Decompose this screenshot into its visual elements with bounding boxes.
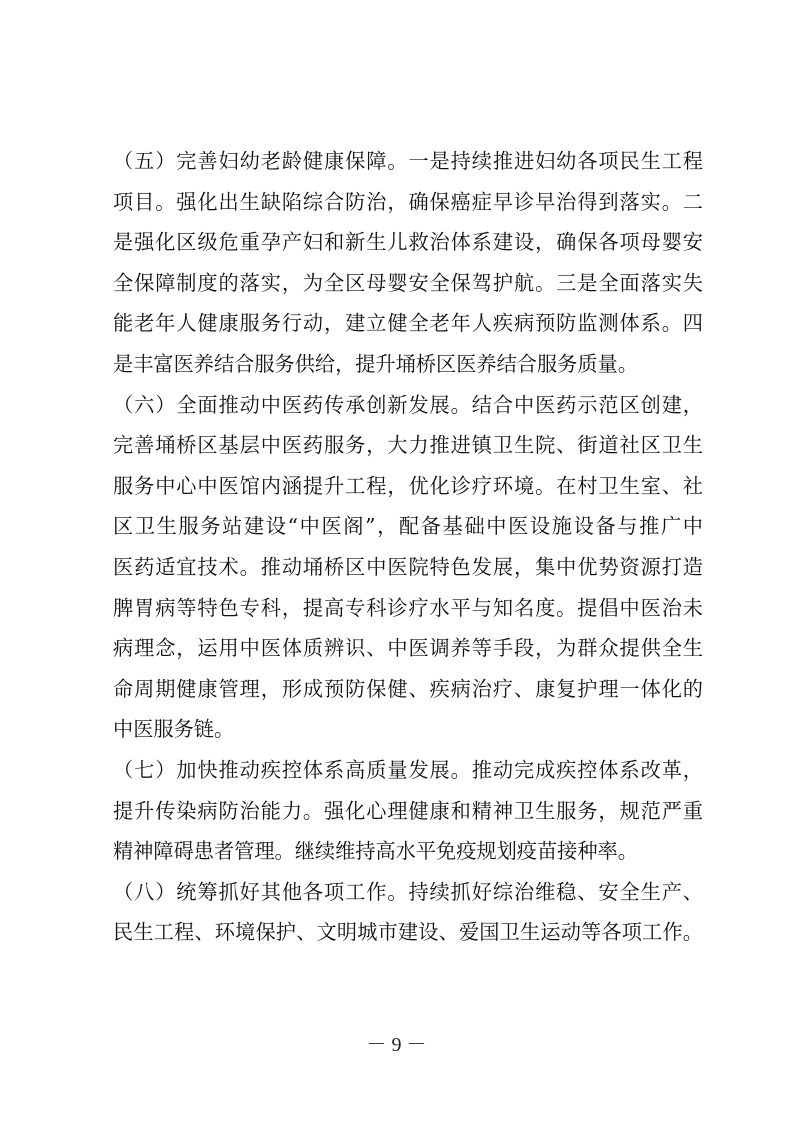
text-line: （七）加快推动疾控体系高质量发展。推动完成疾控体系改革，	[113, 757, 703, 782]
text-line: 能老年人健康服务行动，建立健全老年人疾病预防监测体系。四	[113, 311, 703, 336]
text-line: （八）统筹抓好其他各项工作。持续抓好综治维稳、安全生产、	[113, 879, 703, 904]
text-line: 完善埇桥区基层中医药服务，大力推进镇卫生院、街道社区卫生	[113, 433, 703, 458]
text-line: 是丰富医养结合服务供给，提升埇桥区医养结合服务质量。	[113, 351, 638, 376]
text-line: 脾胃病等特色专科，提高专科诊疗水平与知名度。提倡中医治未	[113, 595, 703, 620]
document-body	[113, 141, 703, 953]
text-line: 提升传染病防治能力。强化心理健康和精神卫生服务，规范严重	[113, 798, 703, 823]
text-line: 服务中心中医馆内涵提升工程，优化诊疗环境。在村卫生室、社	[113, 473, 703, 498]
text-line: 命周期健康管理，形成预防保健、疾病治疗、康复护理一体化的	[113, 676, 703, 701]
text-line: 区卫生服务站建设“中医阁”，配备基础中医设施设备与推广中	[113, 514, 703, 539]
text-line: 病理念，运用中医体质辨识、中医调养等手段，为群众提供全生	[113, 636, 703, 661]
text-line: 中医服务链。	[113, 717, 235, 742]
text-line: 全保障制度的落实，为全区母婴安全保驾护航。三是全面落实失	[113, 270, 703, 295]
page-number: － 9 －	[366, 1034, 427, 1056]
text-line: （六）全面推动中医药传承创新发展。结合中医药示范区创建，	[113, 392, 703, 417]
text-line: 医药适宜技术。推动埇桥区中医院特色发展，集中优势资源打造	[113, 554, 703, 579]
text-line: （五）完善妇幼老龄健康保障。一是持续推进妇幼各项民生工程	[113, 149, 703, 173]
text-line: 项目。强化出生缺陷综合防治，确保癌症早诊早治得到落实。二	[113, 189, 703, 214]
text-line: 是强化区级危重孕产妇和新生儿救治体系建设，确保各项母婴安	[113, 230, 703, 255]
text-line: 民生工程、环境保护、文明城市建设、爱国卫生运动等各项工作。	[113, 920, 703, 945]
text-line: 精神障碍患者管理。继续维持高水平免疫规划疫苗接种率。	[113, 839, 638, 864]
